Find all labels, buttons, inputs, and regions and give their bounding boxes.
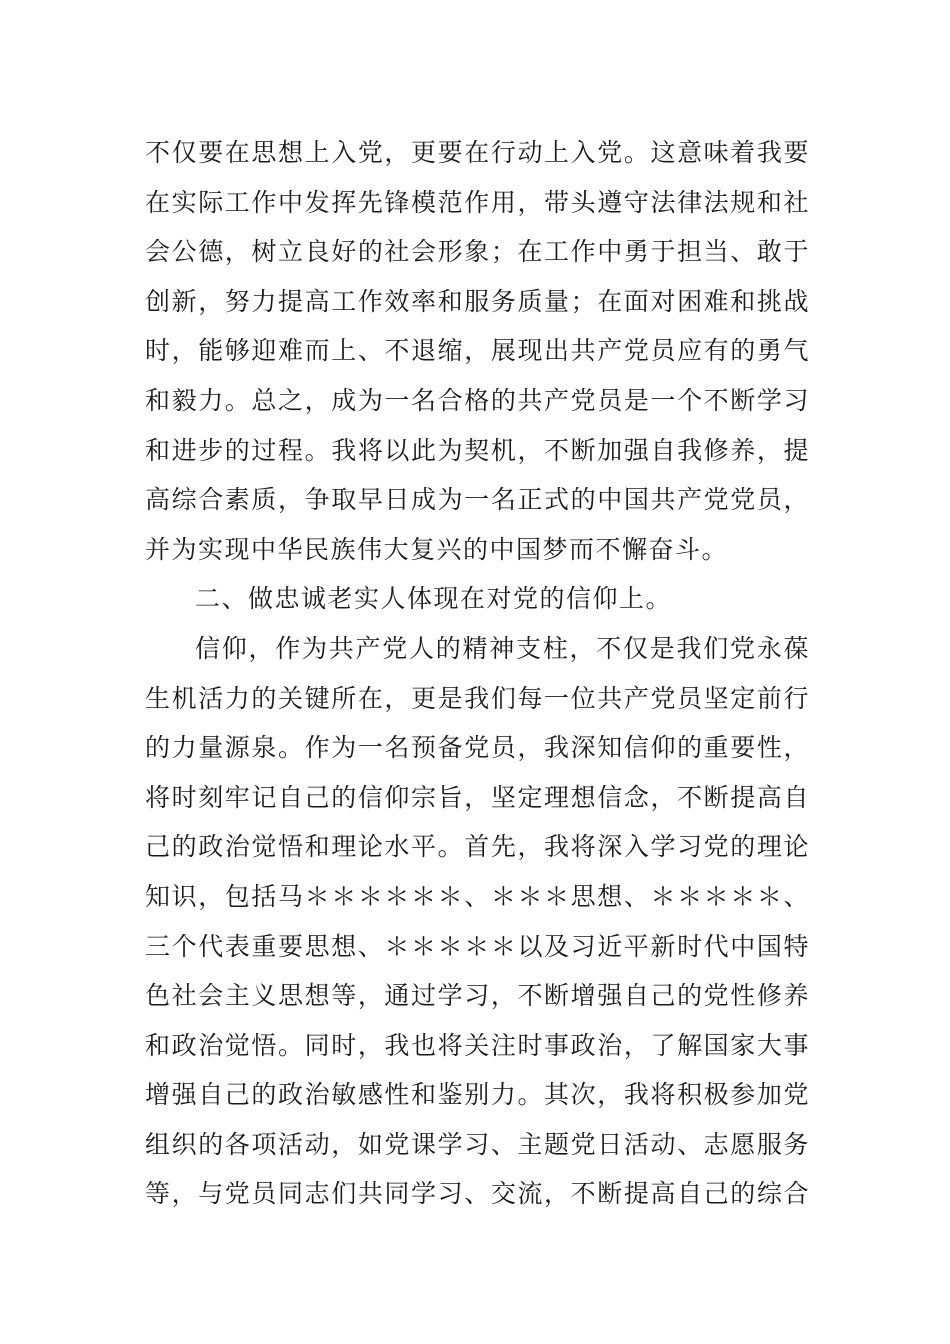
text-line: 生机活力的关键所在，更是我们每一位共产党员坚定前行 [145, 683, 810, 713]
text-line: 将时刻牢记自己的信仰宗旨，坚定理想信念，不断提高自 [145, 782, 810, 812]
text-line: 的力量源泉。作为一名预备党员，我深知信仰的重要性， [145, 733, 810, 763]
text-line: 时，能够迎难而上、不退缩，展现出共产党员应有的勇气 [145, 336, 810, 366]
text-line: 知识，包括马＊＊＊＊＊＊、＊＊＊思想、＊＊＊＊＊、 [145, 881, 810, 911]
text-line: 高综合素质，争取早日成为一名正式的中国共产党党员， [145, 485, 810, 515]
text-line: 并为实现中华民族伟大复兴的中国梦而不懈奋斗。 [145, 534, 729, 564]
text-line: 信仰，作为共产党人的精神支柱，不仅是我们党永葆 [195, 633, 810, 663]
document-body [145, 128, 810, 1219]
text-line: 和政治觉悟。同时，我也将关注时事政治，了解国家大事 [145, 1030, 810, 1060]
text-line: 和进步的过程。我将以此为契机，不断加强自我修养，提 [145, 435, 810, 465]
text-line: 和毅力。总之，成为一名合格的共产党员是一个不断学习 [145, 385, 810, 415]
text-line: 己的政治觉悟和理论水平。首先，我将深入学习党的理论 [145, 832, 810, 862]
text-line: 创新，努力提高工作效率和服务质量；在面对困难和挑战 [145, 286, 810, 316]
text-line: 色社会主义思想等，通过学习，不断增强自己的党性修养 [145, 981, 810, 1011]
text-line: 在实际工作中发挥先锋模范作用，带头遵守法律法规和社 [145, 187, 810, 217]
text-line: 等，与党员同志们共同学习、交流，不断提高自己的综合 [145, 1179, 810, 1209]
text-line: 三个代表重要思想、＊＊＊＊＊以及习近平新时代中国特 [145, 931, 810, 961]
text-line: 不仅要在思想上入党，更要在行动上入党。这意味着我要 [145, 138, 810, 167]
section-heading: 二、做忠诚老实人体现在对党的信仰上。 [195, 584, 673, 614]
text-line: 会公德，树立良好的社会形象；在工作中勇于担当、敢于 [145, 237, 810, 267]
text-line: 增强自己的政治敏感性和鉴别力。其次，我将积极参加党 [145, 1080, 810, 1110]
text-line: 组织的各项活动，如党课学习、主题党日活动、志愿服务 [145, 1129, 810, 1159]
